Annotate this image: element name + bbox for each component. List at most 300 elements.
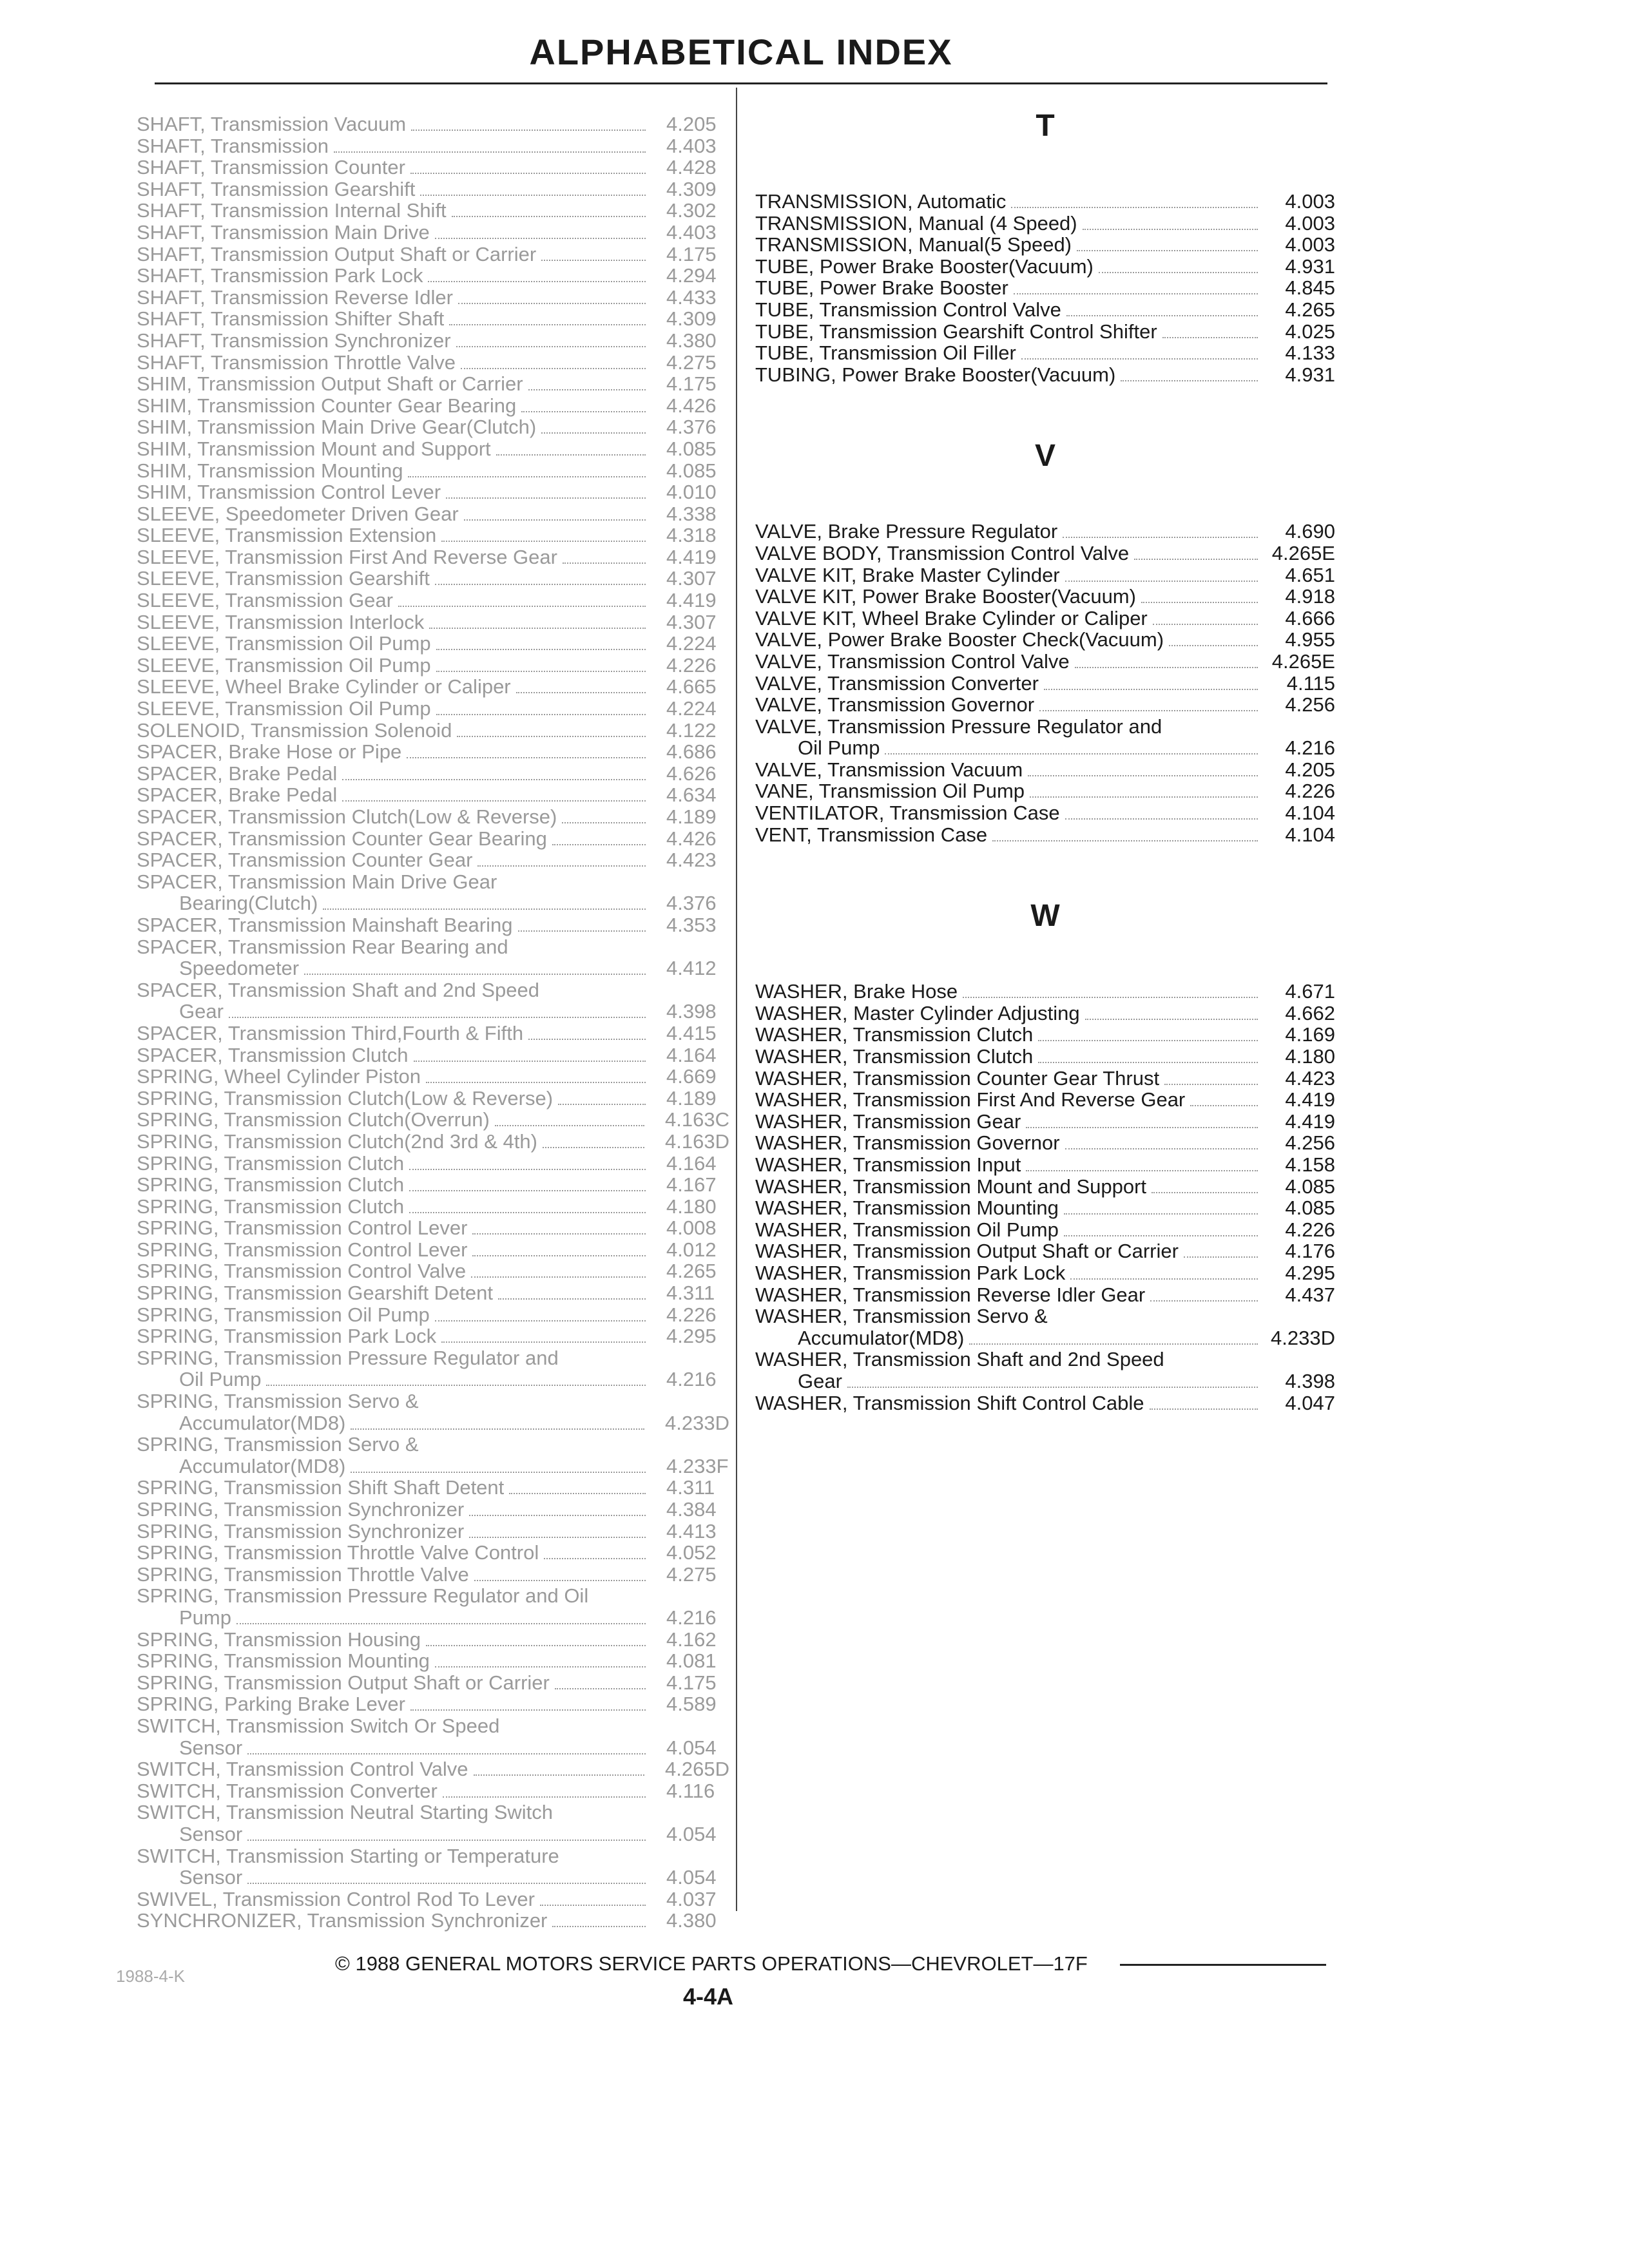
- index-entry: [755, 256, 1335, 278]
- footer-copyright: © 1988 GENERAL MOTORS SERVICE PARTS OPERATIONS—CHEVROLET—17F: [335, 1952, 1088, 1975]
- index-entry: [137, 698, 729, 720]
- entry-text: SHAFT, Transmission Park Lock: [137, 264, 423, 287]
- entry-text: Pump: [179, 1606, 231, 1629]
- entry-page: 4.415: [666, 1021, 717, 1044]
- dot-leader: [555, 1687, 646, 1689]
- entry-page: 4.115: [1286, 671, 1335, 695]
- entry-page: 4.054: [666, 1822, 717, 1845]
- entry-page: 4.398: [666, 1000, 717, 1023]
- entry-text: WASHER, Transmission First And Reverse Gear: [755, 1088, 1186, 1111]
- entry-text: TUBE, Power Brake Booster(Vacuum): [755, 255, 1094, 278]
- index-entry: [755, 1284, 1335, 1306]
- index-entry: [137, 135, 729, 157]
- entry-text: SPRING, Transmission Pressure Regulator and: [137, 1346, 559, 1369]
- entry-text: Sensor: [179, 1736, 243, 1759]
- dot-leader: [436, 713, 646, 715]
- index-entry: [137, 655, 729, 677]
- dot-leader: [1153, 623, 1258, 625]
- entry-text: SPACER, Brake Pedal: [137, 762, 338, 785]
- entry-text: Accumulator(MD8): [179, 1454, 346, 1477]
- entry-page: 4.669: [666, 1065, 717, 1088]
- entry-text: SPACER, Brake Pedal: [137, 783, 338, 807]
- entry-page: 4.226: [1285, 780, 1335, 803]
- entry-text: TRANSMISSION, Automatic: [755, 190, 1007, 213]
- entry-text: SPRING, Transmission Gearshift Detent: [137, 1282, 494, 1305]
- entry-text: SHAFT, Transmission Output Shaft or Carrier: [137, 242, 537, 265]
- index-entry: [137, 546, 729, 568]
- index-entry: [755, 1046, 1335, 1068]
- index-entry: [137, 1607, 729, 1629]
- section-letter-v: V: [1034, 439, 1055, 474]
- entry-text: SHAFT, Transmission Gearshift: [137, 177, 416, 200]
- dot-leader: [1038, 1061, 1258, 1063]
- entry-page: 4.423: [666, 849, 717, 872]
- dot-leader: [1162, 336, 1258, 338]
- entry-text: VALVE, Transmission Converter: [755, 671, 1039, 695]
- dot-leader: [541, 259, 646, 261]
- left-index-column: [137, 113, 729, 1932]
- entry-page: 4.176: [1285, 1240, 1335, 1263]
- entry-text: SPRING, Transmission Clutch: [137, 1151, 405, 1175]
- index-entry: [137, 200, 729, 222]
- entry-text: SPACER, Transmission Counter Gear: [137, 849, 473, 872]
- index-entry: [755, 1111, 1335, 1133]
- index-entry: [137, 1325, 729, 1347]
- entry-page: 4.205: [666, 113, 717, 135]
- entry-text: SHAFT, Transmission Shifter Shaft: [137, 307, 445, 331]
- entry-text: SHIM, Transmission Mount and Support: [137, 437, 491, 460]
- entry-page: 4.226: [666, 1303, 717, 1326]
- dot-leader: [1099, 271, 1258, 273]
- index-entry: [755, 1305, 1335, 1327]
- index-entry: [137, 720, 729, 742]
- entry-text: Bearing(Clutch): [179, 892, 318, 915]
- dot-leader: [411, 129, 646, 131]
- dot-leader: [457, 735, 646, 737]
- index-entry: [137, 460, 729, 482]
- index-entry: [137, 1066, 729, 1088]
- entry-page: 4.265E: [1271, 541, 1335, 564]
- entry-text: SPRING, Transmission Synchronizer: [137, 1519, 465, 1542]
- entry-page: 4.169: [1285, 1023, 1335, 1046]
- dot-leader: [541, 432, 646, 434]
- entry-text: SHAFT, Transmission Reverse Idler: [137, 285, 453, 309]
- index-entry: [755, 651, 1335, 673]
- entry-text: WASHER, Transmission Counter Gear Thrust: [755, 1066, 1160, 1090]
- entry-text: VENT, Transmission Case: [755, 823, 988, 846]
- entry-page: 4.167: [666, 1173, 717, 1196]
- index-entry: [137, 1282, 729, 1304]
- dot-leader: [1134, 558, 1258, 560]
- entry-text: SLEEVE, Transmission Interlock: [137, 610, 425, 633]
- entry-text: WASHER, Transmission Governor: [755, 1131, 1060, 1155]
- dot-leader: [441, 540, 646, 542]
- dot-leader: [229, 1016, 646, 1018]
- dot-leader: [472, 1254, 646, 1256]
- entry-text: Sensor: [179, 1822, 243, 1845]
- index-entry: [755, 564, 1335, 586]
- entry-text: VALVE, Transmission Governor: [755, 693, 1035, 716]
- dot-leader: [474, 1579, 646, 1581]
- entry-text: VALVE KIT, Brake Master Cylinder: [755, 563, 1060, 586]
- index-entry: [137, 1390, 729, 1412]
- dot-leader: [458, 302, 646, 304]
- entry-page: 4.003: [1285, 190, 1335, 213]
- dot-leader: [1150, 1408, 1258, 1410]
- entry-text: VALVE, Transmission Pressure Regulator and: [755, 715, 1162, 738]
- entry-text: VALVE, Transmission Vacuum: [755, 758, 1023, 781]
- entry-text: SPRING, Transmission Pressure Regulator and Oil: [137, 1584, 589, 1608]
- entry-text: SHAFT, Transmission Throttle Valve: [137, 351, 456, 374]
- dot-leader: [334, 151, 646, 153]
- entry-text: SWITCH, Transmission Control Valve: [137, 1758, 468, 1781]
- index-entry: [137, 1088, 729, 1110]
- entry-text: SHIM, Transmission Mounting: [137, 459, 403, 482]
- entry-text: SPRING, Transmission Oil Pump: [137, 1303, 430, 1326]
- entry-page: 4.275: [666, 351, 717, 374]
- index-entry: [755, 1068, 1335, 1090]
- entry-text: WASHER, Transmission Gear: [755, 1110, 1021, 1133]
- dot-leader: [426, 1644, 646, 1646]
- dot-leader: [1026, 1169, 1258, 1171]
- dot-leader: [477, 865, 646, 867]
- dot-leader: [1164, 1083, 1258, 1085]
- dot-leader: [543, 1146, 644, 1148]
- index-entry: [137, 113, 729, 135]
- right-index-column: [755, 109, 1335, 1414]
- entry-page: 4.175: [666, 372, 717, 396]
- index-entry: [755, 1176, 1335, 1198]
- entry-page: 4.003: [1285, 211, 1335, 235]
- entry-text: SWITCH, Transmission Converter: [137, 1779, 438, 1802]
- index-entry: [755, 1392, 1335, 1414]
- entry-text: SPACER, Transmission Clutch: [137, 1043, 409, 1066]
- index-entry: [755, 213, 1335, 235]
- index-entry: [137, 611, 729, 633]
- entry-text: TUBE, Transmission Oil Filler: [755, 341, 1016, 365]
- title-rule: [155, 82, 1327, 84]
- footer-rule: [1120, 1964, 1326, 1966]
- index-entry: [137, 1477, 729, 1499]
- entry-text: SPRING, Transmission Clutch(Overrun): [137, 1108, 490, 1131]
- index-entry: [755, 191, 1335, 213]
- index-entry: [137, 287, 729, 309]
- entry-page: 4.433: [666, 285, 717, 309]
- entry-text: SLEEVE, Speedometer Driven Gear: [137, 502, 459, 525]
- dot-leader: [443, 1796, 646, 1798]
- entry-page: 4.845: [1285, 276, 1335, 300]
- entry-page: 4.224: [666, 632, 717, 655]
- entry-page: 4.376: [666, 416, 717, 439]
- dot-leader: [464, 519, 646, 521]
- entry-text: SHAFT, Transmission Counter: [137, 156, 405, 179]
- entry-page: 4.380: [666, 329, 717, 352]
- dot-leader: [435, 237, 646, 239]
- index-entry: [137, 1174, 729, 1196]
- entry-text: SLEEVE, Wheel Brake Cylinder or Caliper: [137, 675, 511, 698]
- index-entry: [137, 1153, 729, 1175]
- index-entry: [137, 1023, 729, 1044]
- index-entry: [137, 1564, 729, 1586]
- entry-page: 4.104: [1285, 802, 1335, 825]
- entry-page: 4.164: [666, 1043, 717, 1066]
- entry-text: SPRING, Transmission Park Lock: [137, 1325, 437, 1348]
- column-divider: [736, 88, 737, 1911]
- index-entry: [755, 277, 1335, 299]
- dot-leader: [469, 1514, 646, 1516]
- entry-text: WASHER, Transmission Mounting: [755, 1196, 1059, 1220]
- index-entry: [137, 265, 729, 287]
- entry-page: 4.275: [666, 1562, 717, 1586]
- entry-text: WASHER, Transmission Input: [755, 1153, 1021, 1176]
- dot-leader: [471, 1276, 646, 1278]
- dot-leader: [342, 800, 646, 802]
- entry-page: 4.295: [1285, 1261, 1335, 1284]
- index-entry: [137, 503, 729, 525]
- entry-text: SLEEVE, Transmission Oil Pump: [137, 632, 431, 655]
- dot-leader: [449, 323, 646, 325]
- entry-text: VENTILATOR, Transmission Case: [755, 802, 1060, 825]
- index-entry: [137, 1845, 729, 1867]
- index-entry: [137, 524, 729, 546]
- dot-leader: [456, 345, 646, 347]
- entry-text: WASHER, Transmission Clutch: [755, 1023, 1034, 1046]
- entry-page: 4.412: [666, 957, 717, 980]
- dot-leader: [1064, 1235, 1258, 1236]
- dot-leader: [426, 1081, 646, 1083]
- entry-text: WASHER, Transmission Oil Pump: [755, 1218, 1059, 1241]
- dot-leader: [435, 1666, 646, 1667]
- dot-leader: [528, 389, 646, 390]
- dot-leader: [1026, 1126, 1258, 1128]
- index-entry: [755, 342, 1335, 364]
- entry-page: 4.081: [666, 1649, 717, 1673]
- index-entry: [137, 1867, 729, 1888]
- entry-text: SWITCH, Transmission Neutral Starting Switch: [137, 1801, 554, 1824]
- dot-leader: [452, 215, 646, 217]
- dot-leader: [1066, 314, 1258, 316]
- index-entry: [137, 244, 729, 265]
- entry-text: SHAFT, Transmission Internal Shift: [137, 199, 447, 222]
- index-entry: [137, 1001, 729, 1023]
- entry-text: WASHER, Transmission Shift Control Cable: [755, 1391, 1144, 1414]
- entry-page: 4.085: [1285, 1196, 1335, 1220]
- index-entry: [755, 1089, 1335, 1111]
- index-entry: [137, 1217, 729, 1239]
- entry-page: 4.012: [666, 1238, 717, 1261]
- entry-page: 4.403: [666, 220, 717, 244]
- index-entry: [137, 1499, 729, 1521]
- dot-leader: [236, 1622, 646, 1624]
- entry-text: SWITCH, Transmission Starting or Temperature: [137, 1844, 559, 1867]
- dot-leader: [1039, 709, 1258, 711]
- entry-text: SLEEVE, Transmission Oil Pump: [137, 653, 431, 677]
- entry-text: SPRING, Transmission Control Valve: [137, 1260, 467, 1283]
- dot-leader: [1141, 601, 1258, 603]
- entry-page: 4.122: [666, 718, 717, 742]
- entry-page: 4.662: [1285, 1001, 1335, 1024]
- entry-text: SLEEVE, Transmission Oil Pump: [137, 697, 431, 720]
- entry-page: 4.311: [666, 1476, 715, 1499]
- entry-page: 4.163D: [665, 1129, 729, 1153]
- index-entry: [137, 871, 729, 893]
- dot-leader: [351, 1428, 644, 1430]
- index-entry: [755, 1262, 1335, 1284]
- index-entry: [755, 802, 1335, 824]
- entry-text: WASHER, Transmission Output Shaft or Carrier: [755, 1240, 1179, 1263]
- entry-text: VALVE KIT, Wheel Brake Cylinder or Caliper: [755, 606, 1148, 629]
- dot-leader: [1190, 1104, 1258, 1106]
- entry-text: SPRING, Transmission Mounting: [137, 1649, 430, 1673]
- index-entry: [755, 673, 1335, 695]
- entry-text: SPACER, Brake Hose or Pipe: [137, 740, 402, 764]
- entry-page: 4.265: [666, 1260, 717, 1283]
- index-entry: [137, 1672, 729, 1694]
- entry-text: TRANSMISSION, Manual(5 Speed): [755, 233, 1072, 256]
- entry-page: 4.189: [666, 805, 717, 828]
- dot-leader: [436, 648, 646, 650]
- dot-leader: [446, 497, 646, 499]
- dot-leader: [408, 476, 646, 477]
- entry-text: SPACER, Transmission Rear Bearing and: [137, 935, 508, 958]
- entry-page: 4.353: [666, 913, 717, 936]
- document-code: 1988-4-K: [116, 1966, 185, 1986]
- index-entry: [137, 157, 729, 178]
- entry-page: 4.265E: [1271, 649, 1335, 673]
- entry-text: VALVE BODY, Transmission Control Valve: [755, 541, 1130, 564]
- entry-text: SPRING, Transmission Throttle Valve Control: [137, 1541, 539, 1564]
- index-entry: [137, 936, 729, 958]
- entry-page: 4.163C: [665, 1108, 729, 1131]
- index-entry: [137, 1650, 729, 1672]
- entry-text: WASHER, Brake Hose: [755, 980, 958, 1003]
- dot-leader: [562, 822, 646, 823]
- index-entry: [755, 1003, 1335, 1024]
- index-entry: [137, 568, 729, 590]
- index-entry: [137, 1434, 729, 1456]
- index-entry: [755, 716, 1335, 738]
- entry-text: Gear: [798, 1369, 842, 1392]
- index-entry: [755, 543, 1335, 564]
- entry-page: 4.931: [1285, 363, 1335, 386]
- index-entry: [137, 1260, 729, 1282]
- entry-text: SPRING, Transmission Synchronizer: [137, 1498, 465, 1521]
- dot-leader: [1063, 536, 1258, 538]
- entry-page: 4.931: [1285, 255, 1335, 278]
- index-entry: [137, 633, 729, 655]
- entry-page: 4.162: [666, 1628, 717, 1651]
- entry-text: TUBE, Transmission Control Valve: [755, 298, 1061, 321]
- index-entry: [755, 299, 1335, 321]
- entry-page: 4.175: [666, 1671, 717, 1694]
- entry-page: 4.054: [666, 1866, 717, 1889]
- index-entry: [137, 438, 729, 460]
- index-entry: [755, 1154, 1335, 1176]
- dot-leader: [552, 843, 646, 845]
- index-entry: [755, 1132, 1335, 1154]
- entry-page: 4.085: [1285, 1175, 1335, 1198]
- entry-page: 4.380: [666, 1909, 717, 1932]
- entry-page: 4.690: [1285, 520, 1335, 543]
- entry-text: SPRING, Transmission Output Shaft or Carrier: [137, 1671, 550, 1694]
- dot-leader: [428, 280, 646, 282]
- entry-page: 4.309: [666, 307, 717, 331]
- index-entry: [137, 1347, 729, 1369]
- entry-page: 4.047: [1285, 1391, 1335, 1414]
- entry-text: SPACER, Transmission Third,Fourth & Fifth: [137, 1021, 524, 1044]
- entry-page: 4.634: [666, 783, 717, 807]
- entry-page: 4.302: [666, 199, 717, 222]
- entry-page: 4.626: [666, 762, 717, 785]
- section-letter-w: W: [1030, 899, 1060, 934]
- entry-page: 4.133: [1285, 341, 1335, 365]
- index-entry: [137, 1412, 729, 1434]
- index-entry: [137, 1369, 729, 1390]
- entry-text: WASHER, Transmission Reverse Idler Gear: [755, 1283, 1146, 1306]
- dot-leader: [414, 1060, 646, 1062]
- entry-text: SHIM, Transmission Output Shaft or Carrier: [137, 372, 523, 396]
- entry-page: 4.437: [1285, 1283, 1335, 1306]
- index-entry: [137, 1044, 729, 1066]
- entry-page: 4.226: [1285, 1218, 1335, 1241]
- entry-page: 4.216: [666, 1606, 717, 1629]
- entry-page: 4.307: [666, 567, 717, 590]
- index-entry: [137, 914, 729, 936]
- entry-page: 4.158: [1285, 1153, 1335, 1176]
- entry-page: 4.265: [1285, 298, 1335, 321]
- index-entry: [137, 178, 729, 200]
- entry-text: WASHER, Transmission Shaft and 2nd Speed: [755, 1348, 1164, 1371]
- entry-page: 4.309: [666, 177, 717, 200]
- entry-page: 4.426: [666, 394, 717, 417]
- dot-leader: [409, 1189, 646, 1191]
- index-entry: [137, 1521, 729, 1542]
- index-entry: [755, 1024, 1335, 1046]
- entry-page: 4.318: [666, 524, 717, 547]
- entry-text: SPRING, Transmission Control Lever: [137, 1238, 468, 1261]
- dot-leader: [518, 930, 646, 932]
- entry-text: SPRING, Transmission Clutch(Low & Reverse): [137, 1086, 554, 1110]
- entry-text: SLEEVE, Transmission Gearshift: [137, 567, 430, 590]
- dot-leader: [1150, 1300, 1258, 1302]
- dot-leader: [247, 1882, 646, 1884]
- entry-text: VALVE, Brake Pressure Regulator: [755, 520, 1058, 543]
- dot-leader: [1065, 580, 1258, 582]
- dot-leader: [342, 778, 646, 780]
- entry-text: SPRING, Transmission Throttle Valve: [137, 1562, 469, 1586]
- entry-page: 4.589: [666, 1693, 717, 1716]
- dot-leader: [1121, 380, 1258, 381]
- index-entry: [137, 1304, 729, 1326]
- entry-page: 4.671: [1285, 980, 1335, 1003]
- entry-text: VANE, Transmission Oil Pump: [755, 780, 1025, 803]
- entry-page: 4.403: [666, 134, 717, 157]
- index-entry: [137, 763, 729, 785]
- dot-leader: [1070, 1278, 1258, 1280]
- entry-page: 4.955: [1285, 628, 1335, 651]
- dot-leader: [1021, 358, 1258, 360]
- entry-text: TUBE, Transmission Gearshift Control Shifter: [755, 320, 1157, 343]
- index-entry: [137, 1802, 729, 1823]
- entry-page: 4.216: [1285, 736, 1335, 760]
- index-entry: [137, 1585, 729, 1607]
- dot-leader: [472, 1233, 646, 1235]
- index-entry: [137, 806, 729, 828]
- entry-page: 4.311: [666, 1282, 715, 1305]
- dot-leader: [398, 605, 646, 607]
- entry-page: 4.233D: [1271, 1326, 1335, 1349]
- entry-text: SPACER, Transmission Clutch(Low & Reverse): [137, 805, 557, 828]
